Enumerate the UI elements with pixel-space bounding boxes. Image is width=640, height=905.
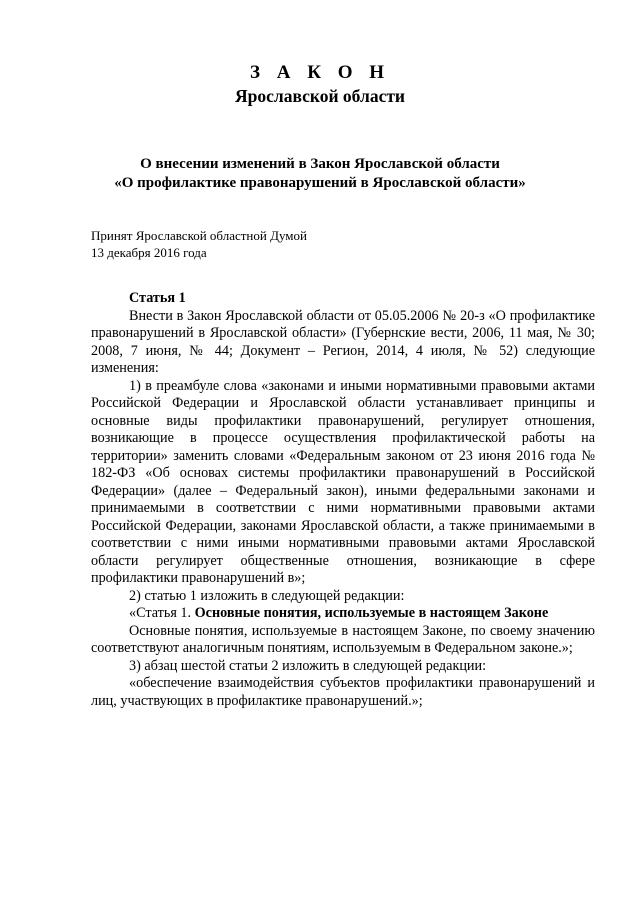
region-heading: Ярославской области (234, 86, 406, 106)
adoption-info (91, 227, 307, 261)
adoption-date: 13 декабря 2016 года (91, 245, 207, 260)
law-heading: З А К О Н (249, 62, 391, 83)
article-1-heading: Статья 1 (129, 290, 186, 306)
adoption-line-1: Принят Ярославской областной Думой (91, 228, 307, 243)
article-1-intro: Внести в Закон Ярославской области от 05.05.2006 № 20-з «О профилактике правонарушений в Ярославской области» (Губернские вести, 2006, 11 мая, № 30; 2008, 7 июня, № 44; Документ – Регион, 2014, 4 июля, № 52) следующие изменения: (91, 307, 595, 376)
law-title-line-1: О внесении изменений в Закон Ярославской области (140, 156, 500, 172)
quoted-article-heading (91, 605, 595, 623)
law-title (0, 155, 640, 193)
article-1-item-1: 1) в преамбуле слова «законами и иными нормативными правовыми актами Российской Федерации и Ярославской области устанавливает принципы и основные виды профилактики правонарушений, регулирует отношения, возникающие в процессе осуществления профилактической работы на территории» заменить словами «Федеральным законом от 23 июня 2016 года № 182-ФЗ «Об основах системы профилактики правонарушений в Российской Федерации» (далее – Федеральный закон), иными федеральными законами и принимаемыми в соответствии с ними нормативными правовыми актами Российской Федерации, законами Ярославской области, а также принимаемыми в соответствии с ними иными нормативными правовыми актами Ярославской области регулирует общественные отношения, возникающие в сфере профилактики правонарушений в»; (91, 377, 595, 586)
article-1-item-3: 3) абзац шестой статьи 2 изложить в следующей редакции: (129, 657, 487, 674)
quoted-article-body: Основные понятия, используемые в настоящем Законе, по своему значению соответствуют аналогичным понятиям, используемым в Федеральном законе.»; (91, 622, 595, 656)
article-1 (91, 290, 595, 710)
law-title-line-2: «О профилактике правонарушений в Ярославской области» (114, 175, 526, 191)
article-1-item-2: 2) статью 1 изложить в следующей редакции: (129, 587, 405, 604)
quoted-article-prefix: «Статья 1. (129, 605, 195, 621)
quoted-article-title: Основные понятия, используемые в настоящем Законе (194, 605, 549, 621)
article-1-item-3-text: «обеспечение взаимодействия субъектов профилактики правонарушений и лиц, участвующих в профилактике правонарушений.»; (91, 675, 595, 709)
